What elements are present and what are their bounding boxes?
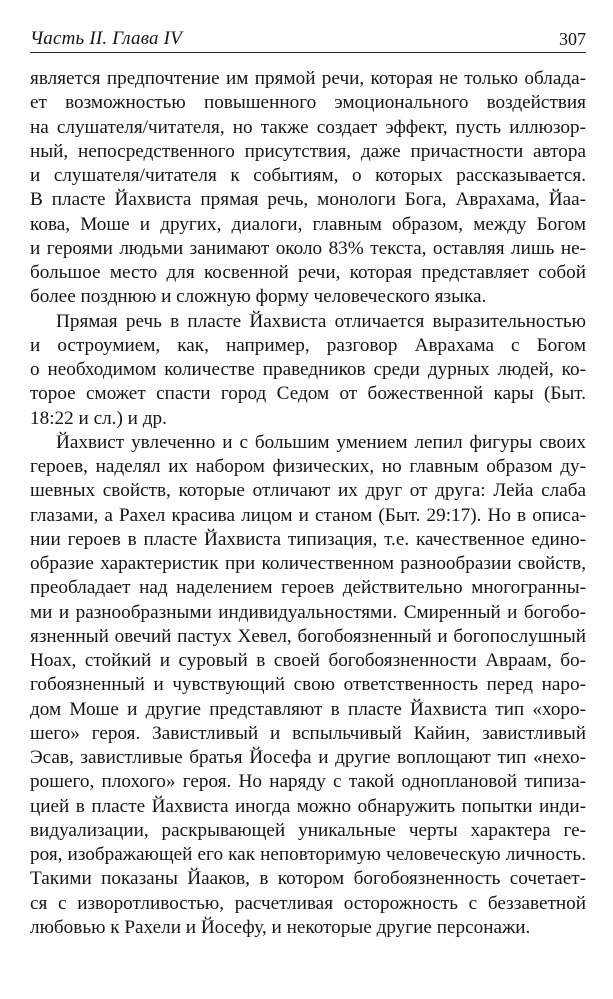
text-line: является предпочтение им прямой речи, которая не только облада- xyxy=(30,68,586,89)
body-text xyxy=(30,67,586,940)
text-line: Эсав, завистливые братья Йосефа и другие воплощают тип «нехо- xyxy=(30,747,586,768)
text-line: дом Моше и другие представляют в пласте Йахвиста тип «хоро- xyxy=(30,698,586,720)
text-line: Йахвист увлеченно и с большим умением лепил фигуры своих xyxy=(56,431,586,453)
text-line: шевных свойств, которые отличают их друг от друга: Лейа слаба xyxy=(30,480,586,502)
text-line: ми и разнообразными индивидуальностями. Смиренный и богобо- xyxy=(30,601,586,623)
text-line: цией в пласте Йахвиста иногда можно обнаружить попытки инди- xyxy=(30,795,586,817)
text-line: Такими показаны Йааков, в котором богобоязненность сочетает- xyxy=(30,868,586,890)
text-line: рошего, плохого» героя. Но наряду с такой одноплановой типиза- xyxy=(30,771,586,793)
text-line: и слушателя/читателя к событиям, о которых рассказывается. xyxy=(30,165,586,186)
text-line: роя, изображающей его как неповторимую человеческую личность. xyxy=(30,844,586,865)
text-line: шего» героя. Завистливый и вспыльчивый Кайин, завистливый xyxy=(30,722,586,744)
text-line: В пласте Йахвиста прямая речь, монологи Бога, Аврахама, Йаа- xyxy=(30,189,586,211)
text-line: большое место для косвенной речи, которая представляет собой xyxy=(30,262,586,283)
text-line: более позднюю и сложную форму человеческого языка. xyxy=(30,286,487,308)
text-line: и героями людьми занимают около 83% текста, оставляя лишь не- xyxy=(30,237,586,259)
text-line: Прямая речь в пласте Йахвиста отличается выразительностью xyxy=(56,310,586,332)
text-line: язненный овечий пастух Хевел, богобоязненный и богопослушный xyxy=(30,625,586,647)
book-page xyxy=(30,22,586,940)
text-line: ся с изворотливостью, расчетливая осторожность с беззаветной xyxy=(30,892,586,914)
text-line: и остроумием, как, например, разговор Аврахама с Богом xyxy=(30,334,586,356)
text-line: 18:22 и сл.) и др. xyxy=(30,407,167,429)
text-line: любовью к Рахели и Йосефу, и некоторые другие персонажи. xyxy=(30,916,531,938)
paragraph xyxy=(30,431,586,940)
text-line: кова, Моше и других, диалоги, главным образом, между Богом xyxy=(30,213,586,235)
paragraph xyxy=(30,67,586,310)
text-line: образие характеристик при количественном разнообразии свойств, xyxy=(30,553,586,574)
text-line: видуализации, раскрывающей уникальные черты характера ге- xyxy=(30,819,586,841)
page-number: 307 xyxy=(559,29,586,49)
text-line: Ноах, стойкий и суровый в своей богобоязненности Авраам, бо- xyxy=(30,650,586,671)
text-line: преобладает над наделением героев действительно многогранны- xyxy=(30,577,586,599)
running-title: Часть II. Глава IV xyxy=(30,28,183,49)
running-header xyxy=(30,22,586,53)
text-line: нии героев в пласте Йахвиста типизация, т.е. качественное едино- xyxy=(30,528,586,550)
text-line: на слушателя/читателя, но также создает эффект, пусть иллюзор- xyxy=(30,116,586,138)
paragraph xyxy=(30,310,586,431)
text-line: гобоязненный и чувствующий свою ответственность перед наро- xyxy=(30,674,586,696)
text-line: торое сможет спасти город Седом от божественной кары (Быт. xyxy=(30,383,586,405)
text-line: героев, наделял их набором физических, но главным образом ду- xyxy=(30,456,586,477)
text-line: о необходимом количестве праведников среди дурных людей, ко- xyxy=(30,359,586,380)
text-line: ный, непосредственного присутствия, даже причастности автора xyxy=(30,140,586,162)
text-line: ет возможностью повышенного эмоционального воздействия xyxy=(30,92,586,114)
text-line: глазами, а Рахел красива лицом и станом (Быт. 29:17). Но в описа- xyxy=(30,504,586,526)
